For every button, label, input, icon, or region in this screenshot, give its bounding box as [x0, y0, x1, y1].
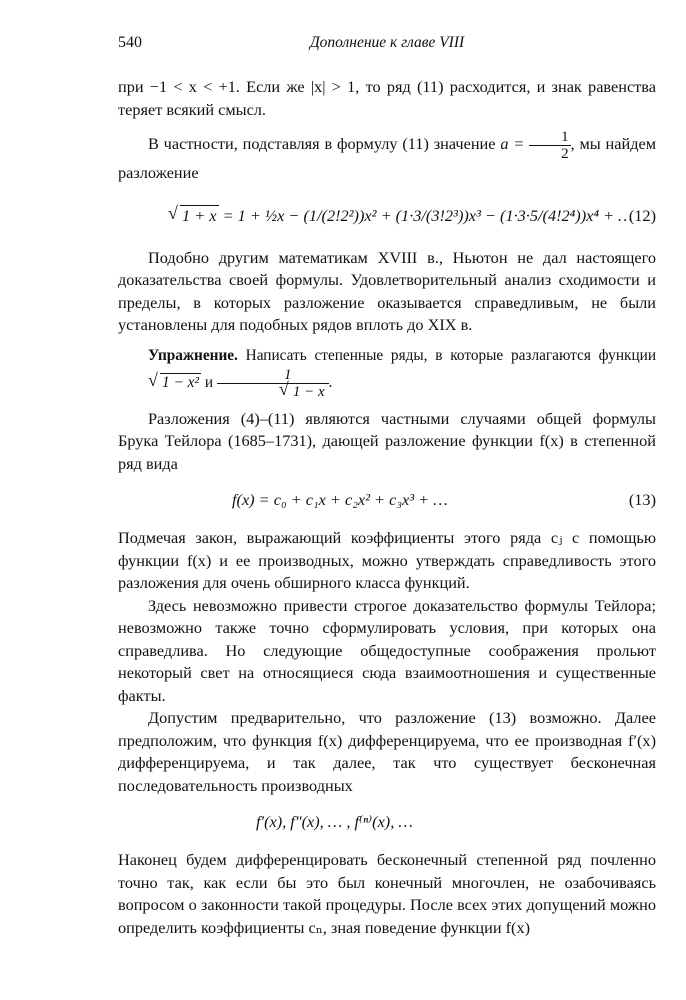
paragraph-8: Наконец будем дифференцировать бесконечный степенной ряд почленно точно так, как если бы это был конечный многочлен, не озабочиваясь вопросом о законности такой процедуры. После всех этих допущений можно определить коэффициенты cₙ, зная поведение функции f(x) [118, 850, 656, 937]
paragraph-4: Разложения (4)–(11) являются частными случаями общей формулы Брука Тейлора (1685–1731), дающей разложение функции f(x) в степенной ряд вида [118, 408, 656, 473]
fraction-one-half [529, 129, 571, 162]
sqrt-symbol [168, 205, 219, 228]
paragraph-7: Допустим предварительно, что разложение (13) возможно. Далее предположим, что функция f(x) дифференцируема, что ее производная f′(x) дифференцируема, и так далее, так что существует бесконечная последовательность производных [118, 708, 656, 795]
equation-12-number: (12) [628, 205, 656, 225]
fraction-denominator: 2 [561, 146, 569, 162]
exercise-function-1 [118, 372, 201, 394]
running-title: Дополнение к главе VIII [309, 34, 465, 51]
exercise [118, 345, 656, 400]
equation-12 [118, 195, 656, 237]
paragraph-3: Подобно другим математикам XVIII в., Ньютон не дал настоящего доказательства своей формулы. Удовлетворительный анализ сходимости и пределы, в которых разложение оказывается справедливым, не были установлены для подобных рядов вплоть до XIX в. [118, 247, 656, 334]
exercise-function-2-denominator [217, 384, 329, 400]
paragraph-5: Подмечая закон, выражающий коэффициенты этого ряда cⱼ с помощью функции f(x) и ее производных, можно утверждать справедливость этого разложения для очень обширного класса функций. [118, 528, 656, 592]
equation-13-formula: f(x) = c₀ + c₁x + c₂x² + c₃x³ + … [232, 490, 448, 509]
exercise-label: Упражнение. [148, 346, 238, 364]
equation-12-rhs: = 1 + ½x − (1/(2!2²))x² + (1·3/(3!2³))x³ − (1·3·5/(4!2⁴))x⁴ + … [222, 205, 633, 225]
page-header [118, 34, 656, 60]
exercise-function-2 [217, 367, 329, 400]
derivatives-formula: f′(x), f″(x), … , f⁽ⁿ⁾(x), … [256, 812, 413, 831]
equation-13-number: (13) [628, 490, 656, 509]
exercise-function-1-radicand: 1 − x² [162, 373, 199, 391]
exercise-function-2-radicand: 1 − x [292, 383, 325, 400]
paragraph-2-text-before: В частности, подставляя в формулу (11) значение [148, 134, 496, 154]
page-body [118, 76, 656, 939]
paragraph-1: при −1 < x < +1. Если же |x| > 1, то ряд (11) расходится, и знак равенства теряет всякий смысл. [118, 77, 656, 119]
exercise-text: Написать степенные ряды, в которые разлагаются функции [245, 346, 656, 364]
exercise-end: . [328, 373, 333, 391]
paragraph-2-text-after: , мы найдем разложение [118, 134, 657, 182]
derivatives-sequence [118, 805, 656, 841]
exercise-function-2-numerator: 1 [217, 367, 329, 384]
fraction-numerator: 1 [529, 129, 571, 146]
equation-13 [118, 483, 656, 519]
exercise-and: и [204, 373, 214, 391]
equation-12-formula [168, 205, 633, 228]
paragraph-2 [118, 129, 656, 185]
page-number: 540 [118, 34, 142, 51]
value-a-label: a = [500, 134, 525, 154]
sqrt-radicand: 1 + x [182, 205, 217, 225]
paragraph-6: Здесь невозможно привести строгое доказательство формулы Тейлора; невозможно также точно сформулировать условия, при которых она справедлива. Но следующие общедоступные соображения прольют некоторый свет на относящиеся сюда взаимоотношения и существенные факты. [118, 595, 656, 705]
